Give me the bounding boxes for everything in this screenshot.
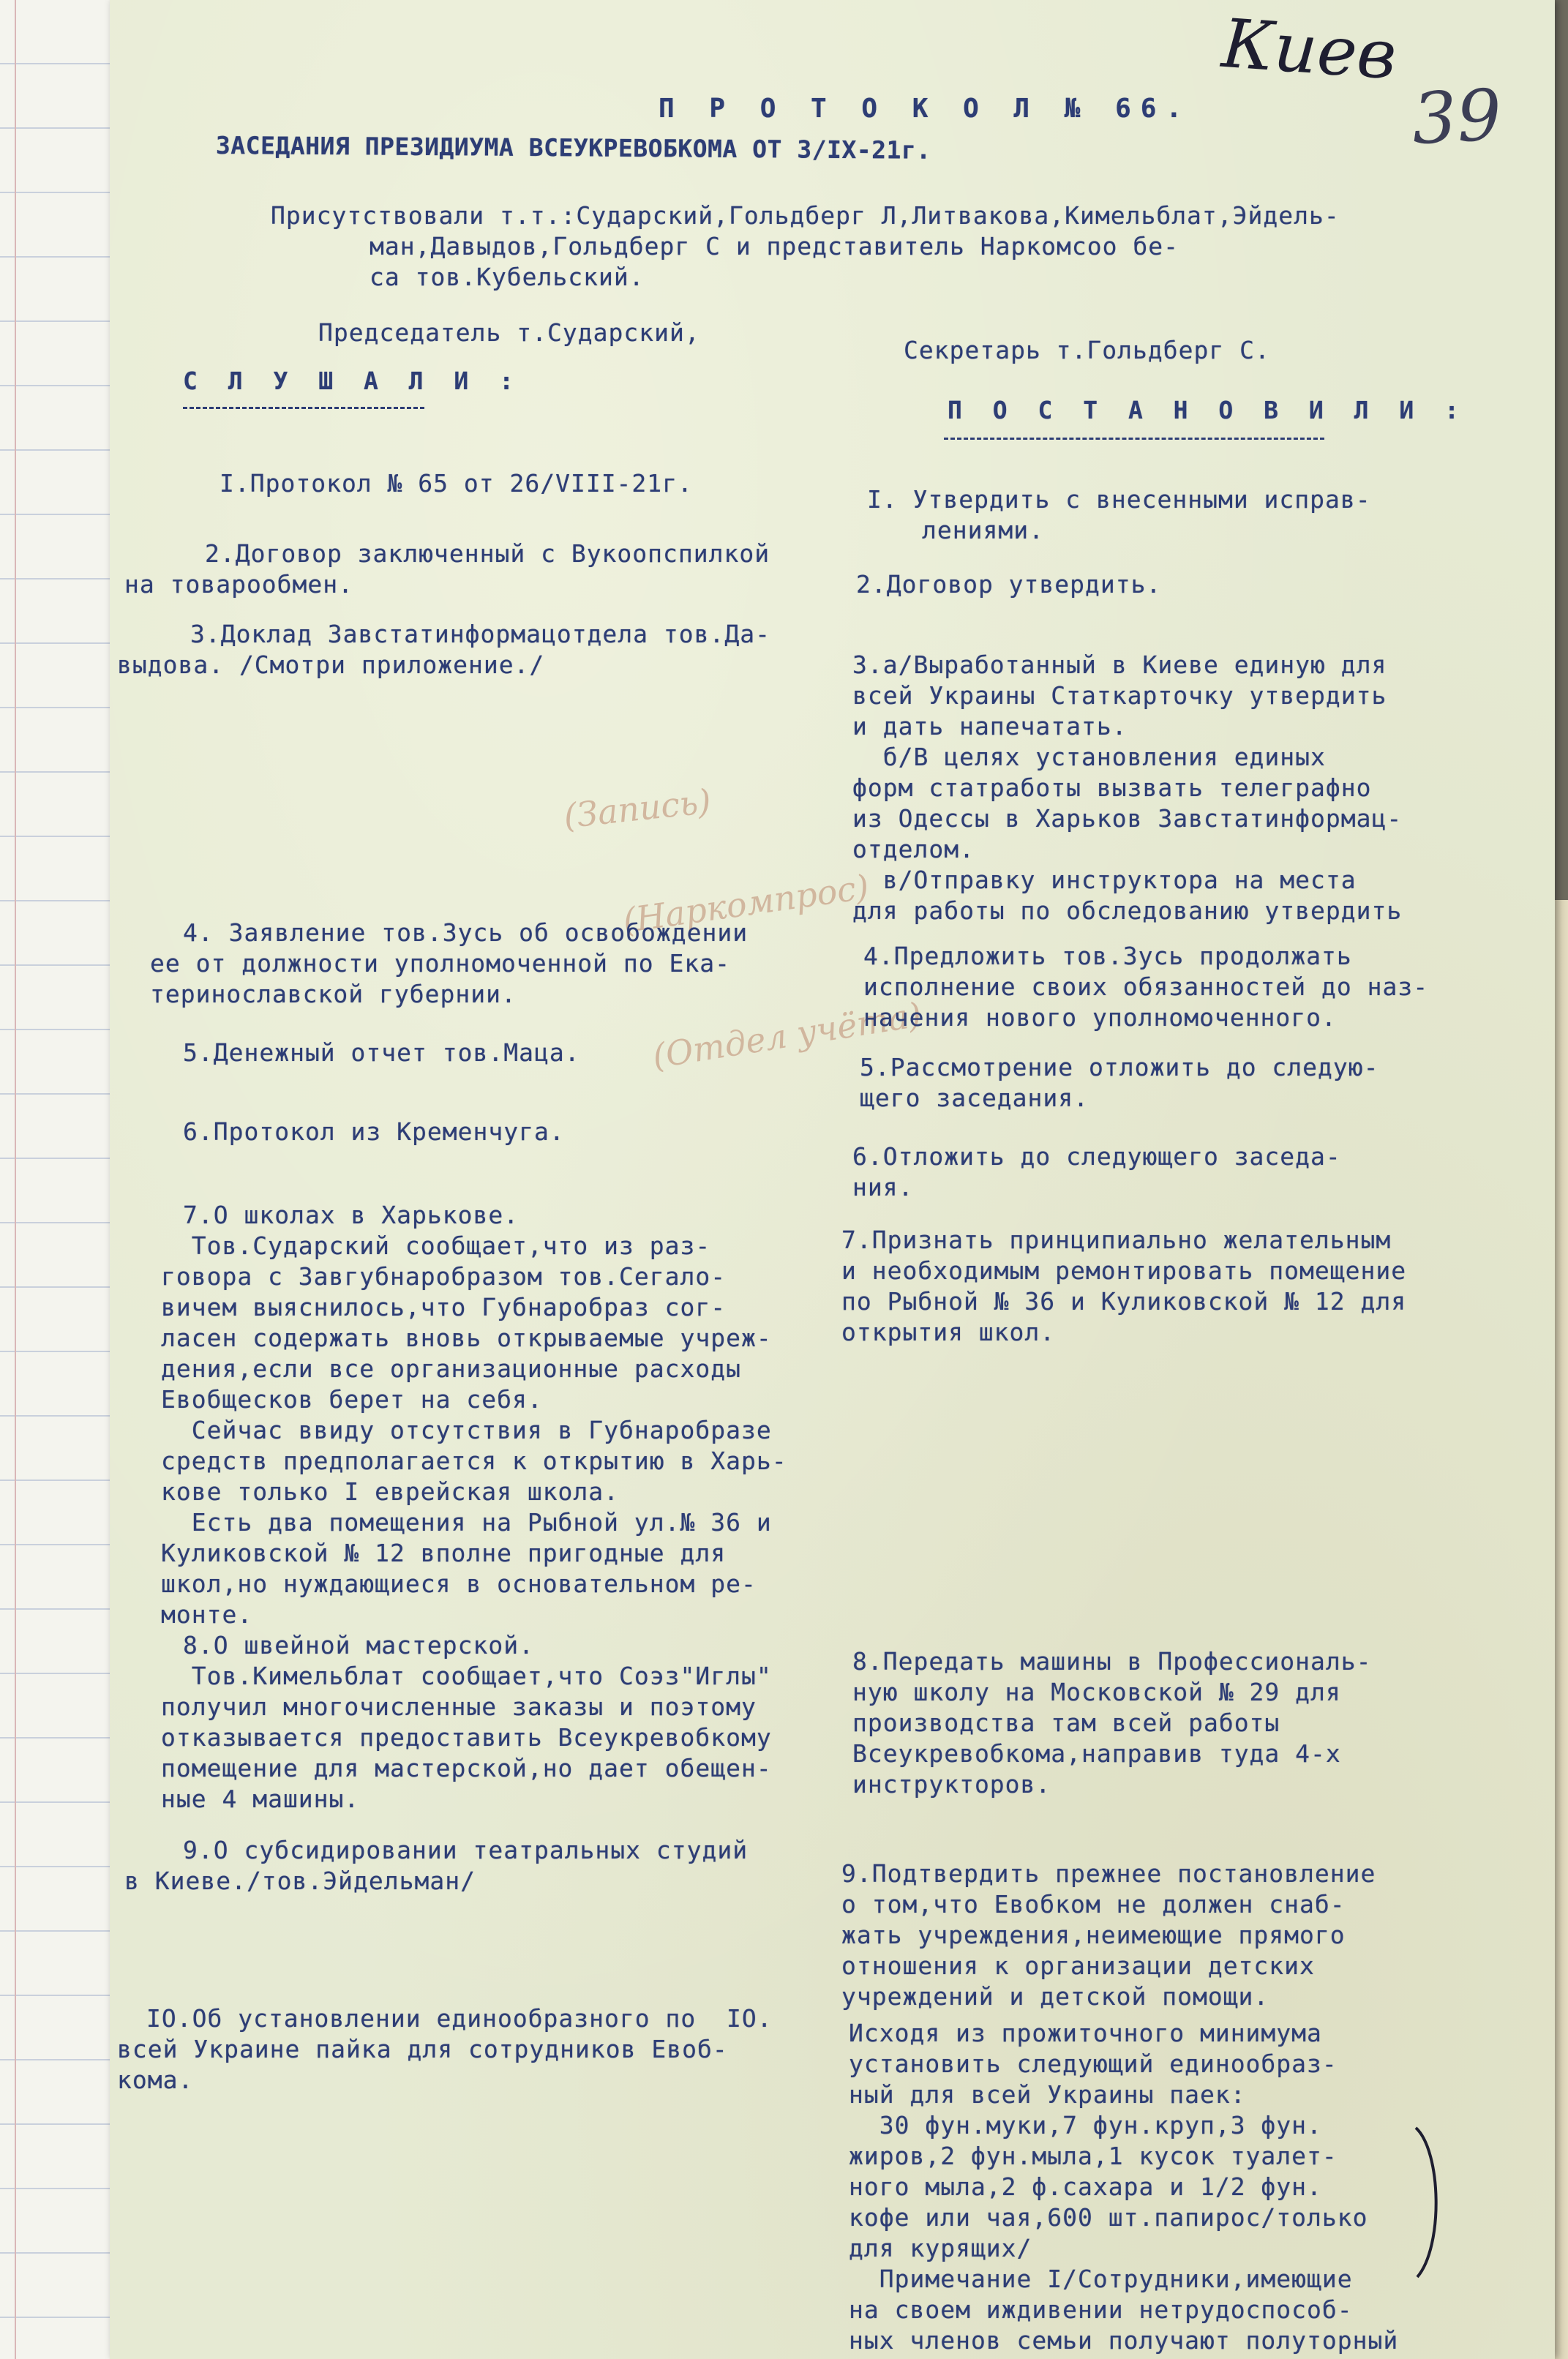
- resolved-item-5: 5.Рассмотрение отложить до следую-: [860, 1053, 1379, 1081]
- protocol-title: П Р О Т О К О Л № 66.: [659, 94, 1192, 124]
- heard-item-2: 2.Договор заключенный с Вукоопспилкой: [205, 539, 770, 568]
- pencil-note: (Отдел учёта): [650, 994, 925, 1076]
- resolved-item-3: и дать напечатать.: [852, 712, 1128, 740]
- resolved-item-6: 6.Отложить до следующего заседа-: [852, 1142, 1341, 1171]
- resolved-item-8: производства там всей работы: [852, 1709, 1280, 1737]
- heard-item-10: IO.Об установлении единообразного по IO.: [146, 2004, 773, 2033]
- resolved-item-1: I. Утвердить с внесенными исправ-: [867, 485, 1371, 514]
- resolved-item-3: всей Украины Статкарточку утвердить: [852, 681, 1387, 710]
- heard-item-8: помещение для мастерской,но дает обещен-: [161, 1754, 772, 1782]
- resolved-item-8: ную школу на Московской № 29 для: [852, 1678, 1341, 1706]
- resolved-item-3: отделом.: [852, 835, 975, 863]
- heard-item-4: ее от должности уполномоченной по Ека-: [150, 949, 730, 978]
- heard-item-7: ласен содержать вновь открываемые учреж-: [161, 1324, 772, 1352]
- resolved-item-3: в/Отправку инструктора на места: [852, 866, 1357, 894]
- resolved-heading: П О С Т А Н О В И Л И :: [948, 396, 1467, 424]
- pencil-note: (Запись): [561, 781, 713, 836]
- heard-item-5: 5.Денежный отчет тов.Маца.: [183, 1038, 580, 1067]
- resolved-item-10: ный для всей Украины паек:: [849, 2080, 1246, 2109]
- resolved-item-4: 4.Предложить тов.Зусь продолжать: [863, 942, 1352, 970]
- attendees-line: са тов.Кубельский.: [370, 263, 645, 291]
- heard-item-6: 6.Протокол из Кременчуга.: [183, 1117, 565, 1146]
- resolved-item-7: 7.Признать принципиально желательным: [841, 1226, 1392, 1254]
- resolved-item-1: лениями.: [922, 516, 1044, 544]
- heard-item-7: монте.: [161, 1600, 253, 1629]
- chairman-line: Председатель т.Сударский,: [318, 318, 700, 347]
- heard-item-3: 3.Доклад Завстатинформацотдела тов.Да-: [190, 620, 770, 648]
- resolved-item-3: форм статработы вызвать телеграфно: [852, 773, 1372, 802]
- secretary-line: Секретарь т.Гольдберг С.: [904, 336, 1270, 364]
- resolved-item-10: ного мыла,2 ф.сахара и 1/2 фун.: [849, 2172, 1322, 2201]
- heard-item-8: ные 4 машины.: [161, 1785, 360, 1813]
- attendees-line: ман,Давыдов,Гольдберг С и представитель Наркомсоо бе-: [370, 232, 1179, 260]
- resolved-item-2: 2.Договор утвердить.: [856, 570, 1162, 599]
- heard-item-4: 4. Заявление тов.Зусь об освобождении: [183, 918, 749, 947]
- resolved-item-3: из Одессы в Харьков Завстатинформац-: [852, 804, 1403, 833]
- resolved-item-7: по Рыбной № 36 и Куликовской № 12 для: [841, 1287, 1407, 1316]
- heard-item-7: 7.О школах в Харькове.: [183, 1201, 519, 1229]
- heard-item-10: кома.: [117, 2066, 194, 2094]
- resolved-item-8: инструкторов.: [852, 1770, 1051, 1799]
- heard-item-9: 9.О субсидировании театральных студий: [183, 1836, 749, 1864]
- resolved-item-9: 9.Подтвердить прежнее постановление: [841, 1859, 1376, 1888]
- underlying-lined-sheet: [0, 0, 111, 2359]
- heard-underline: [183, 407, 424, 409]
- resolved-item-6: ния.: [852, 1173, 914, 1201]
- resolved-item-3: б/В целях установления единых: [852, 743, 1326, 771]
- attendees-line: Присутствовали т.т.:Сударский,Гольдберг Л,Литвакова,Кимельблат,Эйдель-: [271, 201, 1340, 230]
- resolved-item-9: учреждений и детской помощи.: [841, 1982, 1269, 2011]
- heard-item-8: Тов.Кимельблат сообщает,что Соэз"Иглы": [161, 1662, 772, 1690]
- pencil-note: (Наркомпрос): [620, 866, 871, 941]
- resolved-item-10: для курящих/: [849, 2234, 1032, 2262]
- heard-item-7: вичем выяснилось,что Губнаробраз сог-: [161, 1293, 727, 1321]
- heard-item-9: в Киеве./тов.Эйдельман/: [124, 1867, 476, 1895]
- resolved-item-4: исполнение своих обязанностей до наз-: [863, 972, 1429, 1001]
- resolved-item-10: 30 фун.муки,7 фун.круп,3 фун.: [849, 2111, 1322, 2139]
- resolved-item-9: жать учреждения,неимеющие прямого: [841, 1921, 1346, 1949]
- resolved-item-7: открытия школ.: [841, 1318, 1056, 1346]
- protocol-subtitle: ЗАСЕДАНИЯ ПРЕЗИДИУМА ВСЕУКРЕВОБКОМА ОТ 3/IX-21г.: [215, 131, 931, 165]
- heard-item-8: отказывается предоставить Всеукревобкому: [161, 1723, 772, 1752]
- resolved-underline: [944, 438, 1324, 440]
- resolved-item-10: жиров,2 фун.мыла,1 кусок туалет-: [849, 2142, 1338, 2170]
- heard-item-7: школ,но нуждающиеся в основательном ре-: [161, 1569, 757, 1598]
- resolved-item-10: на своем иждивении нетрудоспособ-: [849, 2295, 1353, 2324]
- resolved-item-10: кофе или чая,600 шт.папирос/только: [849, 2203, 1368, 2232]
- resolved-item-9: о том,что Евобком не должен снаб-: [841, 1890, 1346, 1919]
- resolved-item-3: 3.а/Выработанный в Киеве единую для: [852, 650, 1387, 679]
- resolved-item-10: ных членов семьи получают полуторный: [849, 2326, 1399, 2355]
- resolved-item-10: установить следующий единообраз-: [849, 2049, 1338, 2078]
- heard-item-1: I.Протокол № 65 от 26/VIII-21г.: [220, 469, 693, 498]
- heard-item-7: средств предполагается к открытию в Харь-: [161, 1447, 787, 1475]
- heard-item-10: всей Украине пайка для сотрудников Евоб-: [117, 2035, 728, 2063]
- heard-item-7: Тов.Сударский сообщает,что из раз-: [161, 1231, 711, 1260]
- resolved-item-5: щего заседания.: [860, 1084, 1089, 1112]
- heard-item-8: получил многочисленные заказы и поэтому: [161, 1692, 757, 1721]
- resolved-item-8: Всеукревобкома,направив туда 4-х: [852, 1739, 1341, 1768]
- protocol-page: [110, 0, 1555, 2359]
- resolved-item-7: и необходимым ремонтировать помещение: [841, 1256, 1407, 1285]
- heard-item-7: Евобщесков берет на себя.: [161, 1385, 543, 1414]
- heard-item-7: говора с Завгубнаробразом тов.Сегало-: [161, 1262, 727, 1291]
- heard-item-7: Куликовской № 12 вполне пригодные для: [161, 1539, 727, 1567]
- margin-bracket-mark: [1408, 2122, 1452, 2283]
- resolved-item-10: Примечание I/Сотрудники,имеющие: [849, 2265, 1353, 2293]
- heard-item-4: теринославской губернии.: [150, 980, 517, 1008]
- handwritten-city: Киев: [1219, 4, 1399, 95]
- heard-item-3: выдова. /Смотри приложение./: [117, 650, 545, 679]
- resolved-item-3: для работы по обследованию утвердить: [852, 896, 1403, 925]
- heard-item-2: на товарообмен.: [124, 570, 354, 599]
- resolved-item-10: Исходя из прожиточного минимума: [849, 2019, 1322, 2047]
- heard-item-7: кове только I еврейская школа.: [161, 1477, 620, 1506]
- heard-item-7: Есть два помещения на Рыбной ул.№ 36 и: [161, 1508, 772, 1537]
- resolved-item-4: начения нового уполномоченного.: [863, 1003, 1337, 1032]
- heard-item-8: 8.О швейной мастерской.: [183, 1631, 534, 1659]
- heard-item-7: дения,если все организационные расходы: [161, 1354, 741, 1383]
- resolved-item-9: отношения к организации детских: [841, 1951, 1315, 1980]
- archive-sheet-number: 39: [1410, 73, 1504, 161]
- heard-heading: С Л У Ш А Л И :: [183, 367, 522, 395]
- resolved-item-8: 8.Передать машины в Профессиональ-: [852, 1647, 1372, 1676]
- heard-item-7: Сейчас ввиду отсутствия в Губнаробразе: [161, 1416, 772, 1444]
